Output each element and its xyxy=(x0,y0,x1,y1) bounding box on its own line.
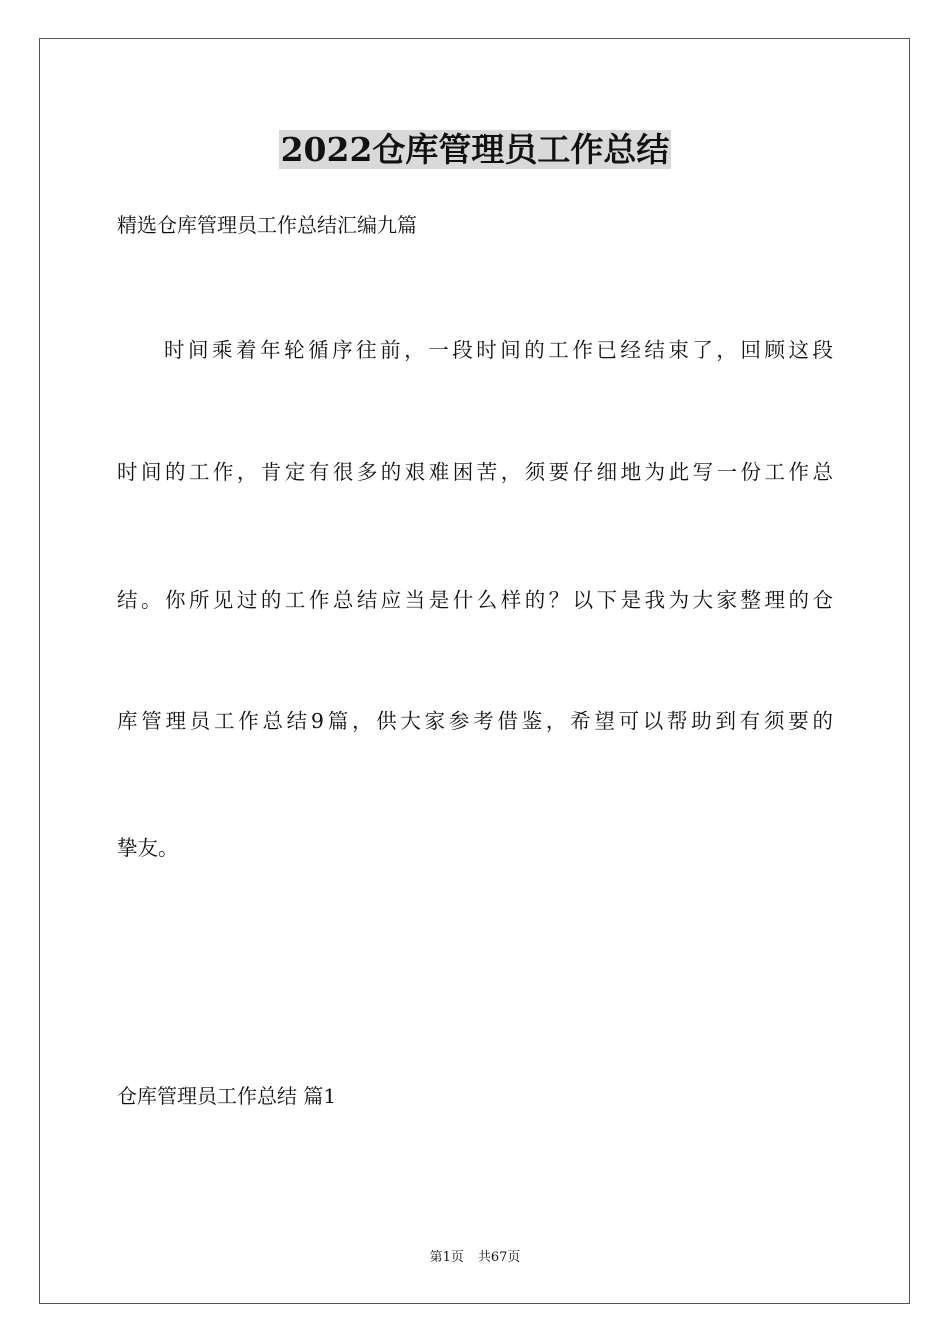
intro-paragraph-line: 挚友。 xyxy=(117,836,179,860)
page-total: 共67页 xyxy=(477,1250,521,1265)
intro-paragraph-line: 时间乘着年轮循序往前，一段时间的工作已经结束了，回顾这段 xyxy=(164,338,833,362)
document-title xyxy=(0,127,950,173)
page-number: 第1页 xyxy=(429,1250,464,1265)
intro-paragraph-line: 库管理员工作总结9篇，供大家参考借鉴，希望可以帮助到有须要的 xyxy=(117,709,833,733)
page-footer xyxy=(0,1249,950,1267)
intro-paragraph-line: 结。你所见过的工作总结应当是什么样的？以下是我为大家整理的仓 xyxy=(117,588,833,612)
document-title-text: 2022仓库管理员工作总结 xyxy=(280,130,670,169)
document-subtitle: 精选仓库管理员工作总结汇编九篇 xyxy=(117,213,417,237)
intro-paragraph-line: 时间的工作，肯定有很多的艰难困苦，须要仔细地为此写一份工作总 xyxy=(117,460,833,484)
section-heading: 仓库管理员工作总结 篇1 xyxy=(117,1084,337,1108)
